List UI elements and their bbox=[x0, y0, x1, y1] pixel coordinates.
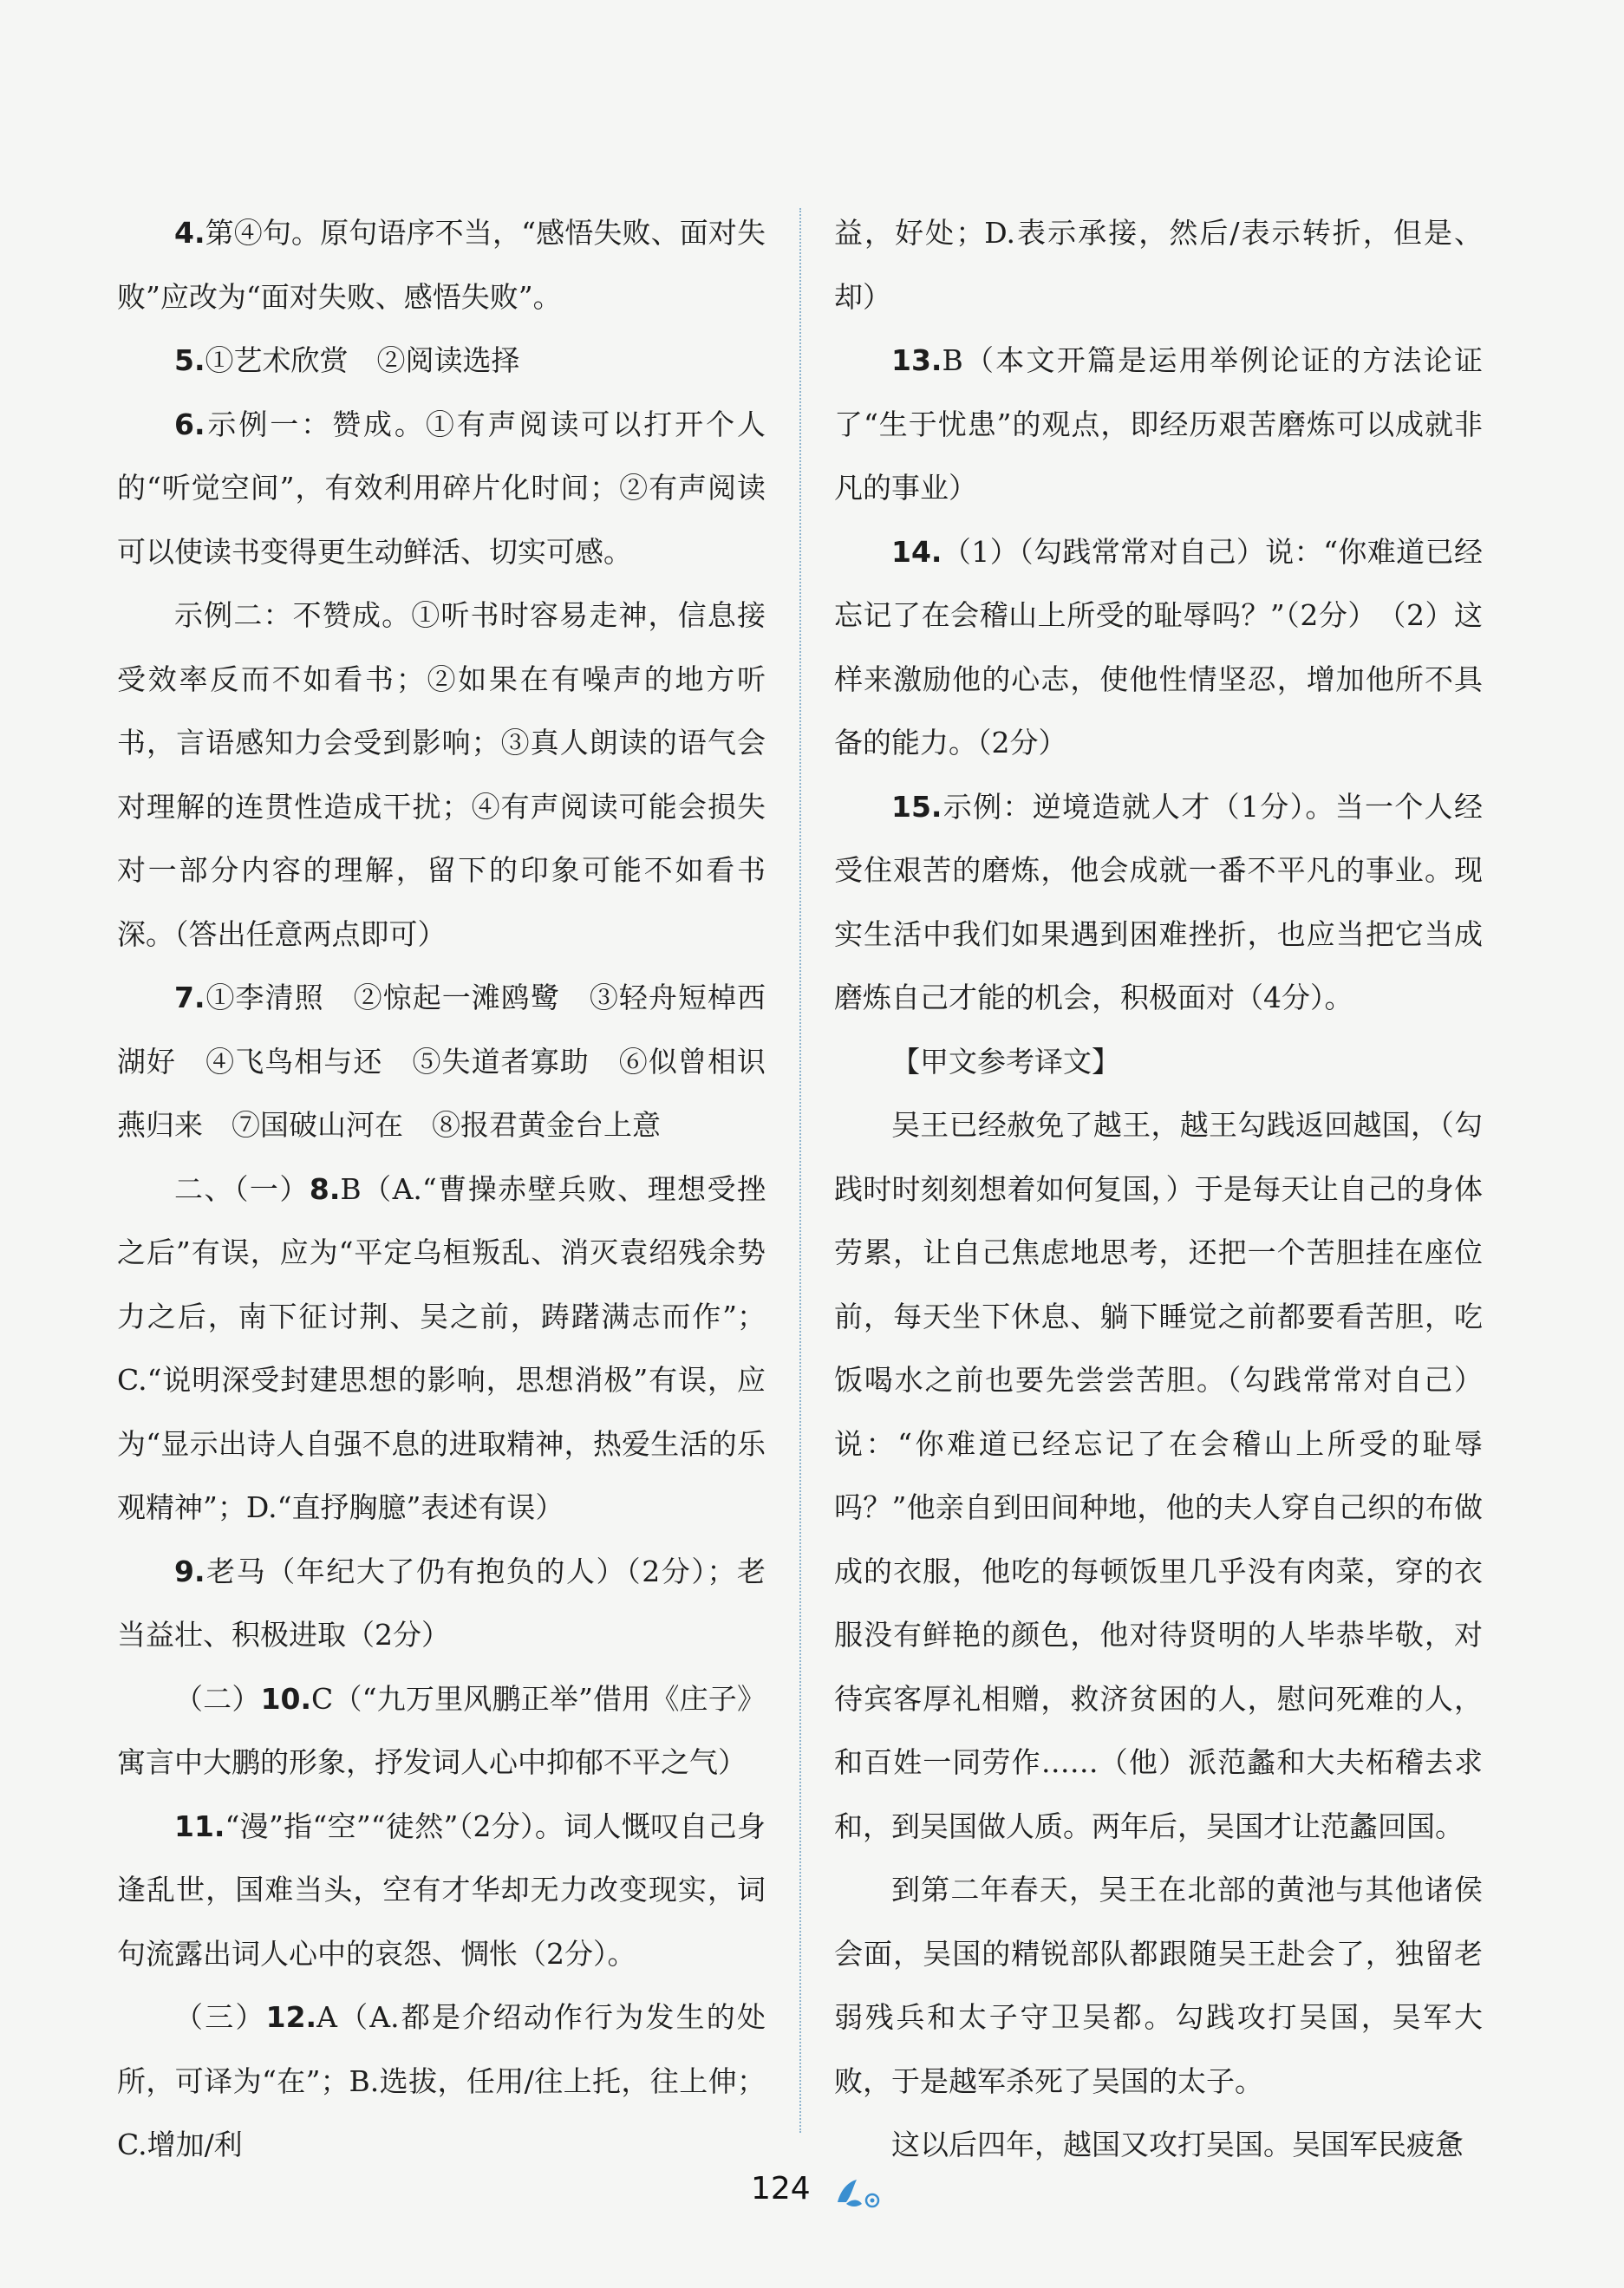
answer-paragraph bbox=[117, 1157, 766, 1540]
section-prefix: （三） bbox=[174, 2000, 266, 2034]
right-column bbox=[834, 201, 1483, 2177]
question-number: 8. bbox=[309, 1171, 341, 1206]
answer-paragraph bbox=[834, 201, 1483, 329]
answer-paragraph bbox=[117, 966, 766, 1157]
answer-text: 示例一：赞成。①有声阅读可以打开个人的“听觉空间”，有效利用碎片化时间；②有声阅读可以使读书变得更生动鲜活、切实可感。 bbox=[117, 407, 766, 569]
answer-text: （1）（勾践常常对自己）说：“你难道已经忘记了在会稽山上所受的耻辱吗？”（2分） （2）这样来激励他的心志，使他性情坚忍，增加他所不具备的能力。（2分） bbox=[834, 534, 1483, 759]
answer-text: 第④句。原句语序不当，“感悟失败、面对失败”应改为“面对失败、感悟失败”。 bbox=[117, 216, 766, 314]
answer-text: C（“九万里风鹏正举”借用《庄子》寓言中大鹏的形象，抒发词人心中抑郁不平之气） bbox=[117, 1681, 766, 1779]
answer-text: 示例二：不赞成。①听书时容易走神，信息接受效率反而不如看书；②如果在有噪声的地方听书，言语感知力会受到影响；③真人朗读的语气会对理解的连贯性造成干扰；④有声阅读可能会损失对一部分内容的理解，留下的印象可能不如看书深。（答出任意两点即可） bbox=[117, 598, 766, 951]
question-number: 10. bbox=[260, 1681, 312, 1716]
question-number: 5. bbox=[174, 343, 205, 377]
answer-paragraph bbox=[834, 1858, 1483, 2113]
answer-text: B（A.“曹操赤壁兵败、理想受挫之后”有误，应为“平定乌桓叛乱、消灭袁绍残余势力之后，南下征讨荆、吴之前，踌躇满志而作”；C.“说明深受封建思想的影响，思想消极”有误，应为“显示出诗人自强不息的进取精神，热爱生活的乐观精神”；D.“直抒胸臆”表述有误） bbox=[117, 1171, 766, 1524]
question-number: 14. bbox=[891, 534, 942, 569]
answer-text: 益，好处；D.表示承接，然后/表示转折，但是、却） bbox=[834, 216, 1483, 314]
answer-paragraph bbox=[117, 393, 766, 584]
answer-paragraph bbox=[834, 1030, 1483, 1094]
question-number: 13. bbox=[891, 343, 942, 377]
answer-paragraph bbox=[834, 329, 1483, 520]
answer-paragraph bbox=[117, 1667, 766, 1795]
answer-text: ①艺术欣赏 ②阅读选择 bbox=[205, 343, 520, 377]
question-number: 4. bbox=[174, 216, 205, 250]
swirl-leaf-logo-icon bbox=[834, 2176, 890, 2211]
answer-text: “漫”指“空”“徒然”（2分）。词人慨叹自己身逢乱世，国难当头，空有才华却无力改变现实，词句流露出词人心中的哀怨、惆怅（2分）。 bbox=[117, 1809, 766, 1971]
answer-text: B（本文开篇是运用举例论证的方法论证了“生于忧患”的观点，即经历艰苦磨炼可以成就非凡的事业） bbox=[834, 343, 1483, 505]
section-prefix: 二、（一） bbox=[174, 1171, 310, 1206]
answer-text: 【甲文参考译文】 bbox=[891, 1044, 1120, 1079]
answer-paragraph bbox=[117, 1795, 766, 1986]
answer-text: 这以后四年，越国又攻打吴国。吴国军民疲惫 bbox=[891, 2128, 1464, 2161]
answer-text: ①李清照 ②惊起一滩鸥鹭 ③轻舟短棹西湖好 ④飞鸟相与还 ⑤失道者寡助 ⑥似曾相识燕归来 ⑦国破山河在 ⑧报君黄金台上意 bbox=[117, 981, 766, 1142]
page-footer bbox=[0, 2171, 1624, 2223]
question-number: 12. bbox=[265, 2000, 317, 2034]
answer-text: 到第二年春天，吴王在北部的黄池与其他诸侯会面，吴国的精锐部队都跟随吴王赴会了，独留老弱残兵和太子守卫吴都。勾践攻打吴国，吴军大败，于是越军杀死了吴国的太子。 bbox=[834, 1873, 1483, 2098]
left-column bbox=[117, 201, 766, 2177]
answer-paragraph bbox=[834, 2113, 1483, 2177]
question-number: 7. bbox=[174, 981, 205, 1014]
answer-paragraph bbox=[117, 583, 766, 966]
question-number: 11. bbox=[174, 1809, 225, 1843]
answer-paragraph bbox=[117, 1540, 766, 1667]
answer-paragraph bbox=[834, 775, 1483, 1030]
answer-paragraph bbox=[117, 1985, 766, 2177]
answer-paragraph bbox=[117, 201, 766, 329]
section-prefix: （二） bbox=[174, 1681, 261, 1716]
question-number: 6. bbox=[174, 407, 205, 441]
answer-paragraph bbox=[834, 520, 1483, 775]
page-number: 124 bbox=[751, 2171, 811, 2207]
answer-text: 吴王已经赦免了越王，越王勾践返回越国，（勾践时时刻刻想着如何复国，）于是每天让自己的身体劳累，让自己焦虑地思考，还把一个苦胆挂在座位前，每天坐下休息、躺下睡觉之前都要看苦胆，吃饭喝水之前也要先尝尝苦胆。（勾践常常对自己）说：“你难道已经忘记了在会稽山上所受的耻辱吗？”他亲自到田间种地，他的夫人穿自己织的布做成的衣服，他吃的每顿饭里几乎没有肉菜，穿的衣服没有鲜艳的颜色，他对待贤明的人毕恭毕敬，对待宾客厚礼相赠，救济贫困的人，慰问死难的人，和百姓一同劳作……（他）派范蠡和大夫柘稽去求和，到吴国做人质。两年后，吴国才让范蠡回国。 bbox=[834, 1108, 1483, 1843]
question-number: 15. bbox=[891, 789, 942, 824]
answer-text: 老马（年纪大了仍有抱负的人）（2分）；老当益壮、积极进取（2分） bbox=[117, 1554, 766, 1652]
column-divider bbox=[799, 208, 801, 2133]
answer-paragraph bbox=[834, 1093, 1483, 1858]
answer-text: A（A.都是介绍动作行为发生的处所，可译为“在”；B.选拔，任用/往上托，往上伸；C.增加/利 bbox=[117, 2000, 766, 2161]
answer-text: 示例：逆境造就人才（1分）。当一个人经受住艰苦的磨炼，他会成就一番不平凡的事业。现实生活中我们如果遇到困难挫折，也应当把它当成磨炼自己才能的机会，积极面对（4分）。 bbox=[834, 789, 1483, 1014]
question-number: 9. bbox=[174, 1554, 205, 1588]
answer-paragraph bbox=[117, 329, 766, 393]
